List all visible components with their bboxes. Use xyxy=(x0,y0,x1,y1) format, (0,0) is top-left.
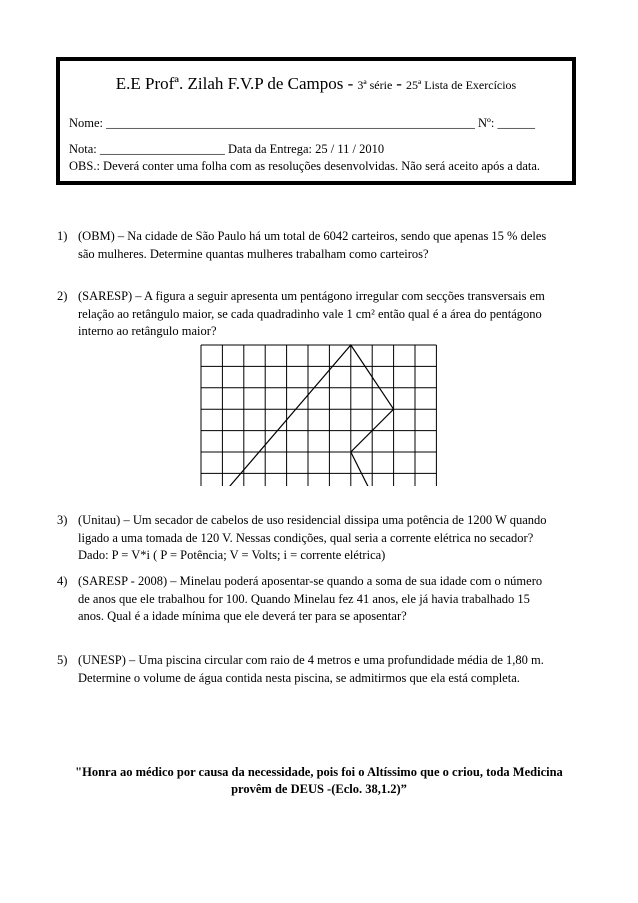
question-text-line: (OBM) – Na cidade de São Paulo há um total de 6042 carteiros, sendo que apenas 15 % deles xyxy=(78,229,547,243)
header-title xyxy=(60,74,572,94)
question-text-line: Determine o volume de água contida nesta piscina, se admitirmos que ela está completa. xyxy=(78,670,520,685)
question-text-line: Dado: P = V*i ( P = Potência; V = Volts; i = corrente elétrica) xyxy=(78,548,386,562)
question-text-line: (SARESP - 2008) – Minelau poderá aposentar-se quando a soma de sua idade com o número xyxy=(78,574,543,588)
list-label: 25ª Lista de Exercícios xyxy=(405,78,517,92)
question-number: 1) xyxy=(57,229,68,243)
question-3 xyxy=(57,512,572,565)
question-text-line: ligado a uma tomada de 120 V. Nessas condições, qual seria a corrente elétrica no secador? xyxy=(78,530,534,545)
question-1 xyxy=(57,228,572,263)
question-4 xyxy=(57,573,572,626)
question-number: 5) xyxy=(57,653,68,667)
quote-line: provêm de DEUS -(Eclo. 38,1.2)” xyxy=(231,782,407,796)
question-text-line: de anos que ele trabalhou for 100. Quando Minelau fez 41 anos, ele já havia trabalhado 15 xyxy=(78,591,530,606)
title-separator: - xyxy=(396,74,402,93)
question-text-line: (SARESP) – A figura a seguir apresenta um pentágono irregular com secções transversais em xyxy=(78,289,545,303)
obs-note: OBS.: Deverá conter uma folha com as resoluções desenvolvidas. Não será aceito após a data. xyxy=(69,159,541,173)
question-5 xyxy=(57,652,572,687)
question-text-line: relação ao retângulo maior, se cada quadradinho vale 1 cm² então qual é a área do pentágono xyxy=(78,306,542,321)
question-2 xyxy=(57,288,572,341)
name-field: Nome: ___________________________________________________________ Nº: ______ xyxy=(69,116,536,130)
question-text-line: (UNESP) – Uma piscina circular com raio de 4 metros e uma profundidade média de 1,80 m. xyxy=(78,653,544,667)
quote-line: "Honra ao médico por causa da necessidade, pois foi o Altíssimo que o criou, toda Medicina xyxy=(75,765,563,779)
header-box xyxy=(56,57,576,185)
question-text-line: anos. Qual é a idade mínima que ele deverá ter para se aposentar? xyxy=(78,609,407,623)
closing-quote xyxy=(40,764,598,798)
question-text-line: interno ao retângulo maior? xyxy=(78,324,217,338)
nota-date-field: Nota: ____________________ Data da Entrega: 25 / 11 / 2010 xyxy=(69,142,385,156)
question-text-line: são mulheres. Determine quantas mulheres trabalham como carteiros? xyxy=(78,246,429,261)
question-number: 4) xyxy=(57,574,68,588)
question-text-line: (Unitau) – Um secador de cabelos de uso residencial dissipa uma potência de 1200 W quando xyxy=(78,513,547,527)
question-number: 3) xyxy=(57,513,68,527)
series-label: 3ª série xyxy=(357,78,393,92)
school-name: E.E Profª. Zilah F.V.P de Campos - xyxy=(115,74,354,93)
question-number: 2) xyxy=(57,289,68,303)
pentagon-grid-figure xyxy=(200,344,440,486)
